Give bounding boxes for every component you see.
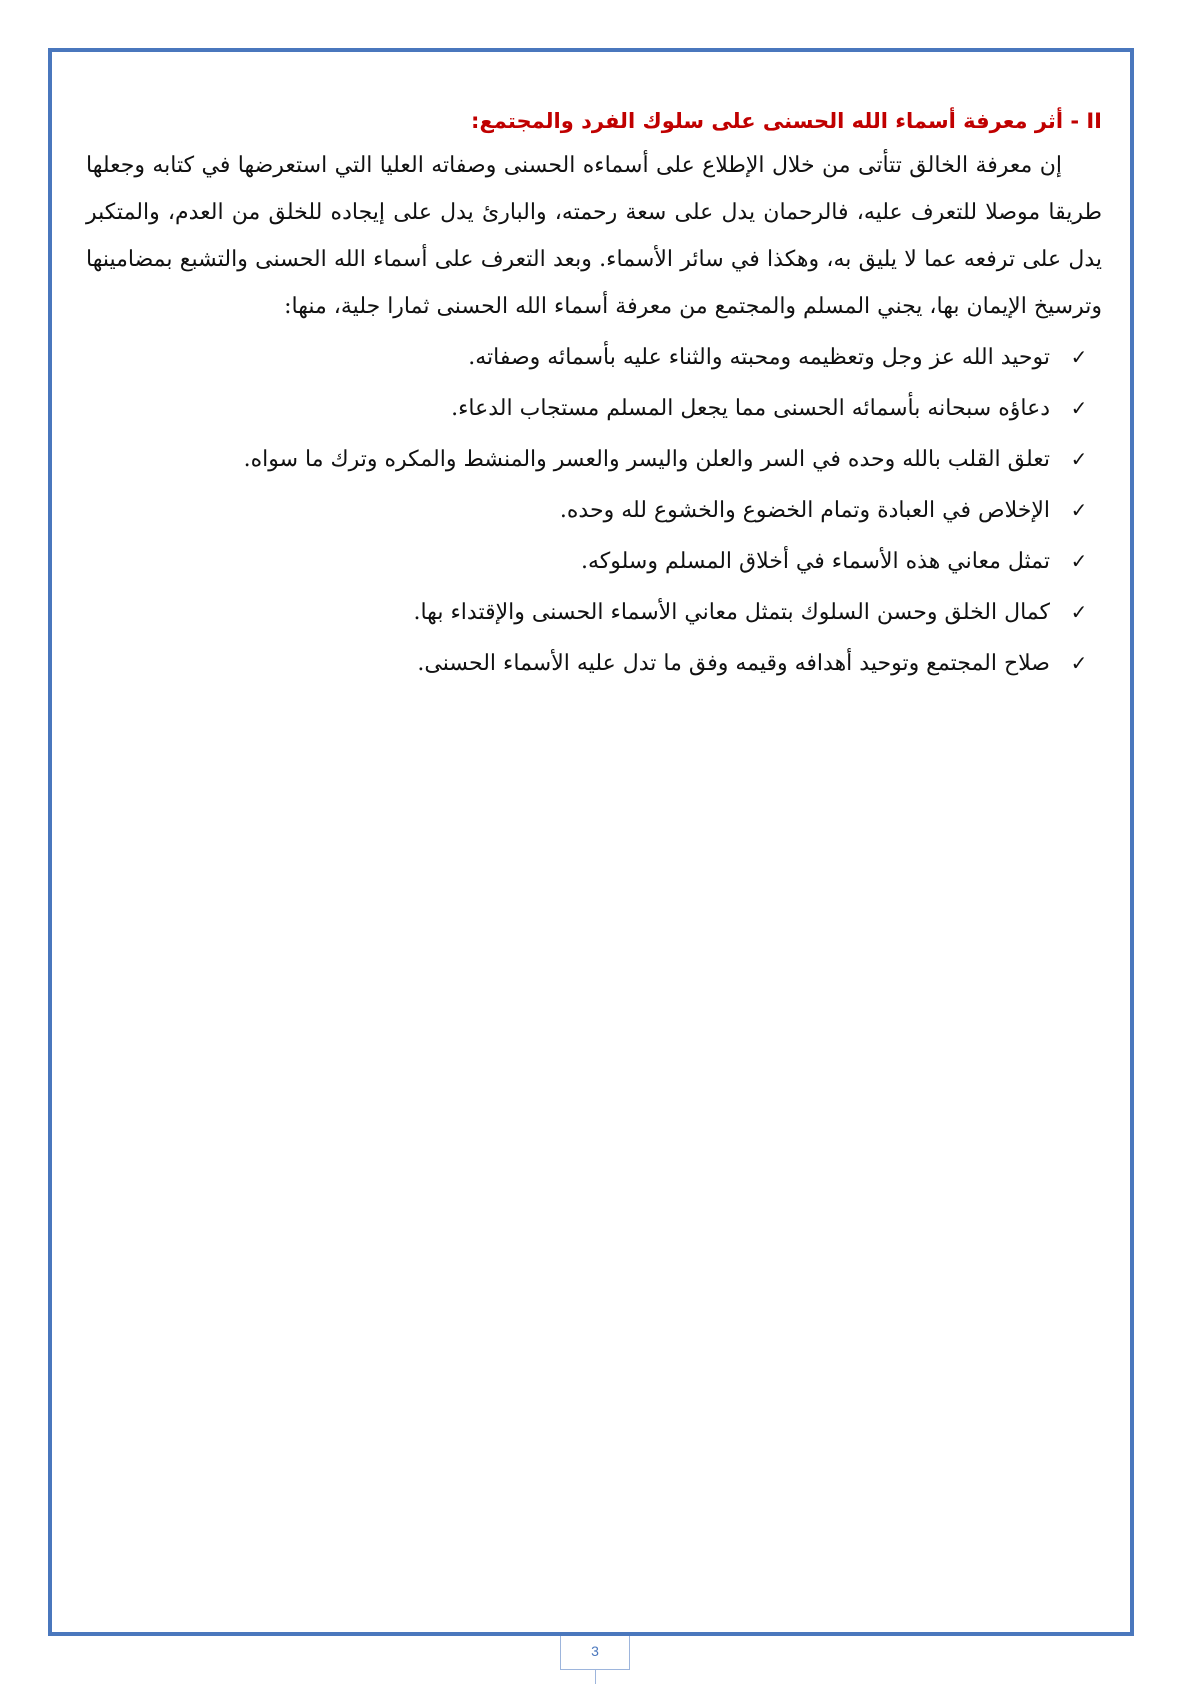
list-item: [86, 332, 1092, 383]
check-icon: ✓: [1070, 600, 1088, 624]
check-icon: ✓: [1070, 498, 1088, 522]
check-icon: ✓: [1070, 447, 1088, 471]
list-item: [86, 383, 1092, 434]
list-item-text: دعاؤه سبحانه بأسمائه الحسنى مما يجعل المسلم مستجاب الدعاء.: [451, 396, 1050, 421]
list-item-text: الإخلاص في العبادة وتمام الخضوع والخشوع لله وحده.: [559, 498, 1050, 523]
list-item-text: تعلق القلب بالله وحده في السر والعلن واليسر والعسر والمنشط والمكره وترك ما سواه.: [243, 447, 1050, 472]
page-number-tick: [595, 1670, 596, 1684]
list-item-text: تمثل معاني هذه الأسماء في أخلاق المسلم وسلوكه.: [580, 549, 1050, 574]
list-item: [86, 485, 1092, 536]
check-icon: ✓: [1070, 345, 1088, 369]
list-item: [86, 587, 1092, 638]
check-icon: ✓: [1070, 549, 1088, 573]
check-icon: ✓: [1070, 396, 1088, 420]
check-icon: ✓: [1070, 651, 1088, 675]
document-body: [86, 104, 1102, 689]
list-item: [86, 434, 1092, 485]
list-item-text: توحيد الله عز وجل وتعظيمه ومحبته والثناء عليه بأسمائه وصفاته.: [468, 345, 1050, 370]
intro-paragraph: إن معرفة الخالق تتأتى من خلال الإطلاع على أسماءه الحسنى وصفاته العليا التي استعرضها في كتابه وجعلها طريقا موصلا للتعرف عليه، فالرحمان يدل على سعة رحمته، والبارئ يدل على إيجاده للخلق من العدم، والمتكبر يدل على ترفعه عما لا يليق به، وهكذا في سائر الأسماء. وبعد التعرف على أسماء الله الحسنى والتشبع بمضامينها وترسيخ الإيمان بها، يجني المسلم والمجتمع من معرفة أسماء الله الحسنى ثمارا جلية، منها:: [86, 153, 1102, 319]
section-heading: II - أثر معرفة أسماء الله الحسنى على سلوك الفرد والمجتمع:: [471, 109, 1102, 133]
list-item: [86, 638, 1092, 689]
benefits-list: [86, 332, 1102, 689]
list-item-text: كمال الخلق وحسن السلوك بتمثل معاني الأسماء الحسنى والإقتداء بها.: [413, 600, 1050, 625]
page-number: 3: [560, 1636, 630, 1670]
list-item-text: صلاح المجتمع وتوحيد أهدافه وقيمه وفق ما تدل عليه الأسماء الحسنى.: [417, 651, 1050, 676]
list-item: [86, 536, 1092, 587]
